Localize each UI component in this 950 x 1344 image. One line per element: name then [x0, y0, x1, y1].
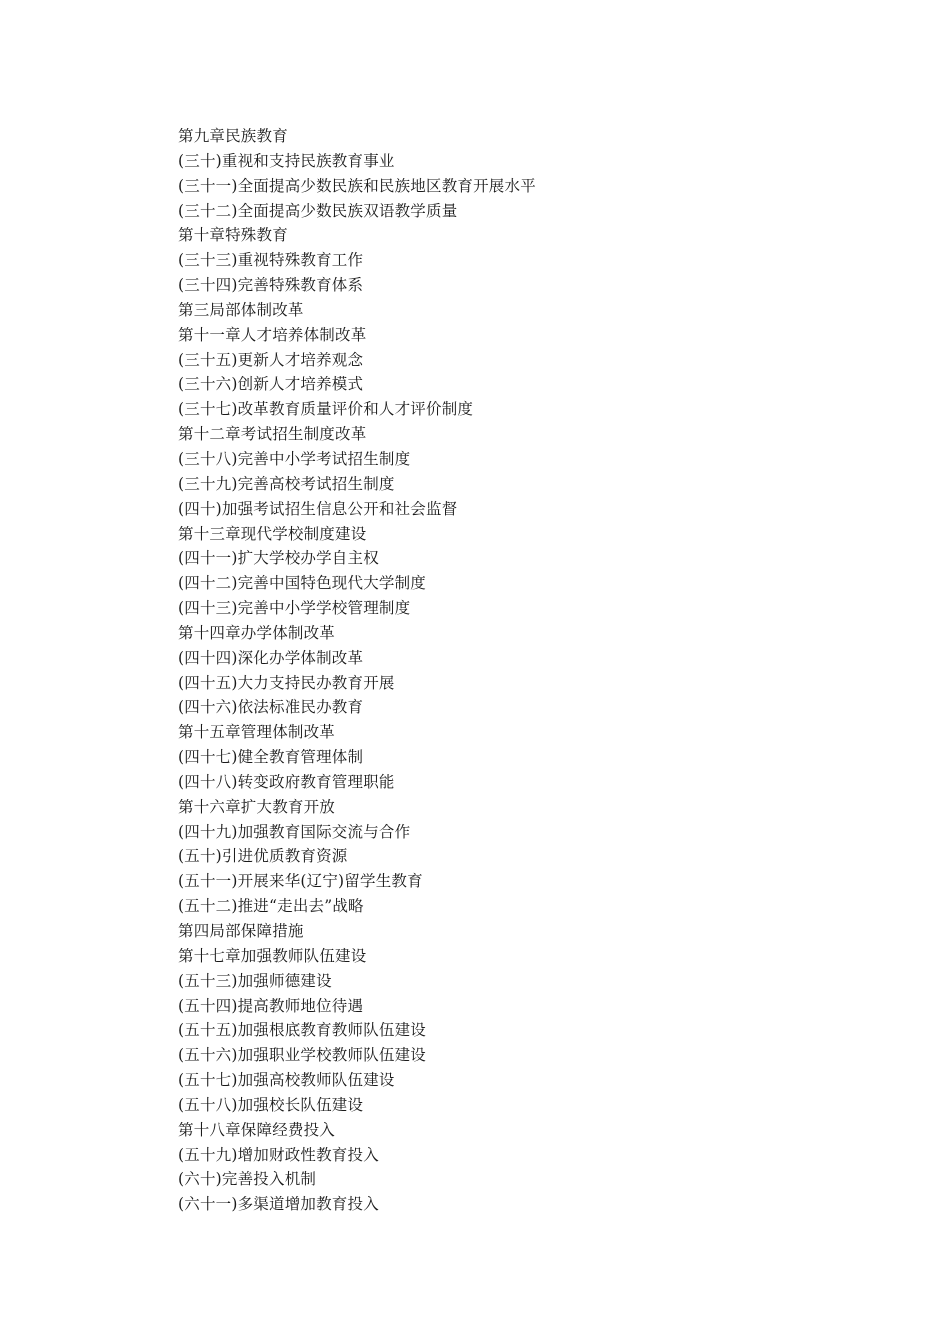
chapter-heading: 第十六章扩大教育开放	[178, 797, 336, 816]
section-item: (三十一)全面提高少数民族和民族地区教育开展水平	[178, 176, 536, 195]
chapter-heading: 第九章民族教育	[178, 127, 288, 145]
section-item: (五十四)提高教师地位待遇	[178, 996, 364, 1015]
section-item: (三十二)全面提高少数民族双语教学质量	[178, 201, 458, 220]
section-item: (三十七)改革教育质量评价和人才评价制度	[178, 400, 474, 419]
section-item: (三十)重视和支持民族教育事业	[178, 151, 395, 170]
section-item: (四十三)完善中小学学校管理制度	[178, 599, 411, 618]
chapter-heading: 第十四章办学体制改革	[178, 623, 336, 642]
chapter-heading: 第十五章管理体制改革	[178, 723, 336, 742]
chapter-heading: 第十章特殊教育	[178, 226, 288, 245]
chapter-heading: 第十二章考试招生制度改革	[178, 425, 367, 444]
section-item: (五十九)增加财政性教育投入	[178, 1145, 379, 1164]
section-item: (五十五)加强根底教育教师队伍建设	[178, 1021, 426, 1040]
section-item: (四十一)扩大学校办学自主权	[178, 549, 379, 568]
section-item: (四十八)转变政府教育管理职能	[178, 772, 395, 791]
section-item: (五十六)加强职业学校教师队伍建设	[178, 1046, 426, 1065]
section-item: (三十六)创新人才培养模式	[178, 375, 364, 394]
chapter-heading: 第十三章现代学校制度建设	[178, 524, 367, 543]
section-item: (五十七)加强高校教师队伍建设	[178, 1071, 395, 1090]
section-item: (三十三)重视特殊教育工作	[178, 251, 364, 270]
section-item: (三十九)完善高校考试招生制度	[178, 474, 395, 493]
section-item: (五十二)推进“走出去”战略	[178, 897, 364, 916]
part-heading: 第四局部保障措施	[178, 922, 304, 940]
section-item: (四十二)完善中国特色现代大学制度	[178, 574, 426, 593]
chapter-heading: 第十八章保障经费投入	[178, 1120, 336, 1139]
section-item: (五十三)加强师德建设	[178, 971, 332, 990]
section-item: (五十八)加强校长队伍建设	[178, 1095, 364, 1114]
section-item: (三十八)完善中小学考试招生制度	[178, 449, 411, 468]
section-item: (四十四)深化办学体制改革	[178, 648, 364, 667]
section-item: (四十九)加强教育国际交流与合作	[178, 822, 411, 841]
section-item: (六十)完善投入机制	[178, 1170, 317, 1189]
section-item: (三十五)更新人才培养观念	[178, 350, 364, 369]
section-item: (五十一)开展来华(辽宁)留学生教育	[178, 872, 423, 891]
chapter-heading: 第十七章加强教师队伍建设	[178, 946, 367, 965]
section-item: (四十五)大力支持民办教育开展	[178, 673, 395, 692]
outline-list	[178, 124, 878, 1217]
chapter-heading: 第十一章人才培养体制改革	[178, 325, 367, 344]
section-item: (三十四)完善特殊教育体系	[178, 276, 364, 295]
section-item: (六十一)多渠道增加教育投入	[178, 1195, 379, 1214]
section-item: (四十)加强考试招生信息公开和社会监督	[178, 499, 458, 518]
section-item: (五十)引进优质教育资源	[178, 847, 348, 866]
part-heading: 第三局部体制改革	[178, 300, 304, 319]
section-item: (四十六)依法标准民办教育	[178, 698, 364, 717]
section-item: (四十七)健全教育管理体制	[178, 748, 364, 767]
